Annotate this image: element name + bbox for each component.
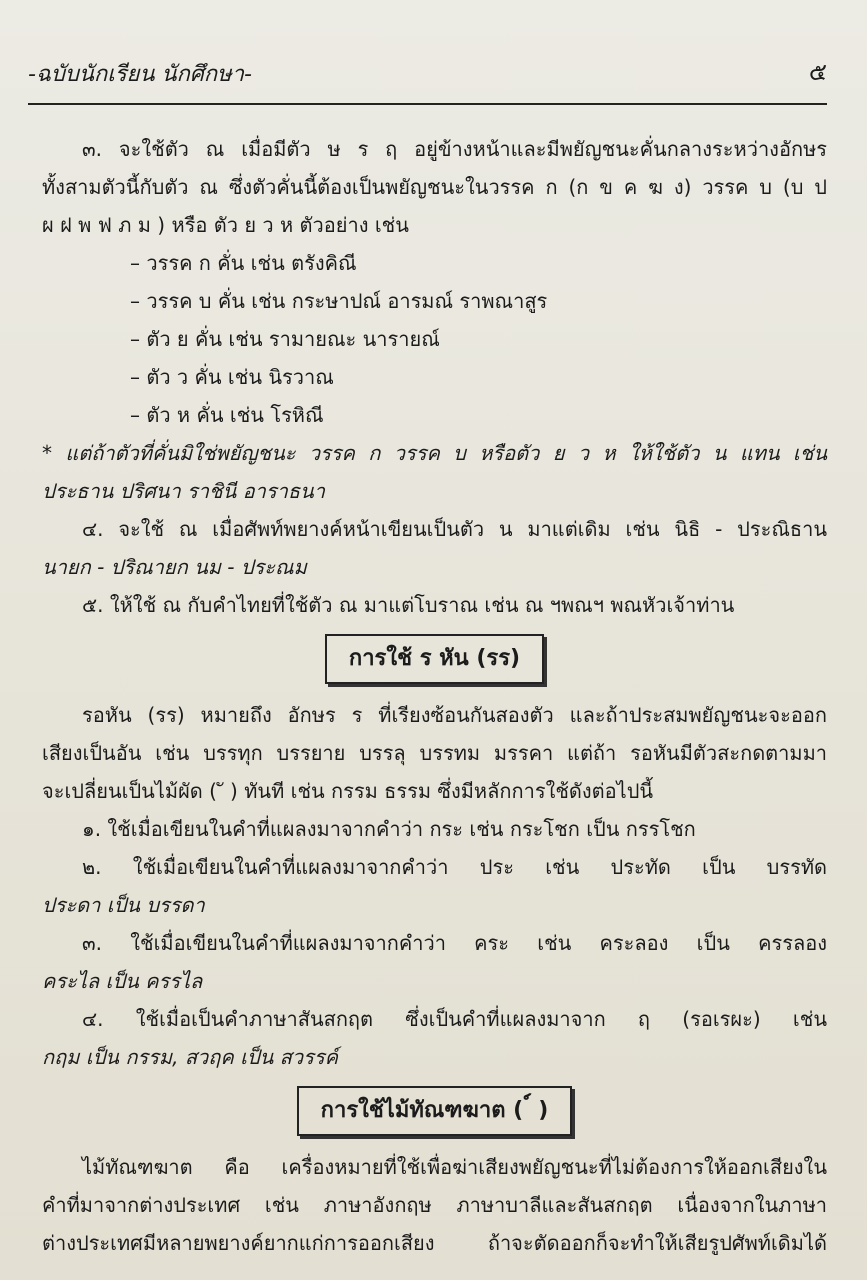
- thanthakhat-line-3: ต่างประเทศมีหลายพยางค์ยากแก่การออกเสียง ถ้าจะตัดออกก็จะทำให้เสียรูปศัพท์เดิมได้: [42, 1231, 827, 1255]
- rule-3-line-1: ๓. จะใช้ตัว ณ เมื่อมีตัว ษ ร ฤ อยู่ข้างหน้าและมีพยัญชนะคั่นกลางระหว่างอักษร: [82, 137, 827, 161]
- page-header: [28, 52, 827, 105]
- example-list-item: – ตัว ห คั่น เช่น โรหิณี: [130, 403, 324, 427]
- rule-3-line-2: ทั้งสามตัวนี้กับตัว ณ ซึ่งตัวคั่นนี้ต้องเป็นพยัญชนะในวรรค ก (ก ข ค ฆ ง) วรรค บ (บ ป: [42, 175, 827, 199]
- example-list-item: – ตัว ย คั่น เช่น รามายณะ นารายณ์: [130, 327, 440, 351]
- note-line-1: * แต่ถ้าตัวที่คั่นมิใช่พยัญชนะ วรรค ก วรรค บ หรือตัว ย ว ห ให้ใช้ตัว น แทน เช่น: [42, 441, 827, 465]
- example-list-item: – วรรค ก คั่น เช่น ตรังคิณี: [130, 251, 357, 275]
- note-line-2: ประธาน ปริศนา ราชินี อาราธนา: [42, 479, 325, 503]
- ror-han-intro-line-2: เสียงเป็นอัน เช่น บรรทุก บรรยาย บรรลุ บรรทม มรรคา แต่ถ้า รอหันมีตัวสะกดตามมา: [42, 741, 827, 765]
- ror-han-rule-4-line-1: ๔. ใช้เมื่อเป็นคำภาษาสันสกฤต ซึ่งเป็นคำที่แผลงมาจาก ฤ (รอเรผะ) เช่น: [82, 1007, 827, 1031]
- thanthakhat-line-1: ไม้ทัณฑฆาต คือ เครื่องหมายที่ใช้เพื่อฆ่าเสียงพยัญชนะที่ไม่ต้องการให้ออกเสียงใน: [82, 1155, 827, 1179]
- rule-4-line-2: นายก - ปริณายก นม - ประณม: [42, 555, 307, 579]
- ror-han-rule-3-line-1: ๓. ใช้เมื่อเขียนในคำที่แผลงมาจากคำว่า คระ เช่น คระลอง เป็น ครรลอง: [82, 931, 827, 955]
- section-heading-ror-han: การใช้ ร หัน (รร): [325, 634, 544, 684]
- ror-han-intro-line-1: รอหัน (รร) หมายถึง อักษร ร ที่เรียงซ้อนกันสองตัว และถ้าประสมพยัญชนะจะออก: [82, 703, 827, 727]
- ror-han-rule-2-line-1: ๒. ใช้เมื่อเขียนในคำที่แผลงมาจากคำว่า ประ เช่น ประทัด เป็น บรรทัด: [82, 855, 827, 879]
- rule-3-line-3: ผ ฝ พ ฟ ภ ม ) หรือ ตัว ย ว ห ตัวอย่าง เช่น: [42, 213, 409, 237]
- ror-han-rule-1: ๑. ใช้เมื่อเขียนในคำที่แผลงมาจากคำว่า กระ เช่น กระโชก เป็น กรรโชก: [82, 817, 696, 841]
- thanthakhat-line-2: คำที่มาจากต่างประเทศ เช่น ภาษาอังกฤษ ภาษาบาลีและสันสกฤต เนื่องจากในภาษา: [42, 1193, 827, 1217]
- ror-han-rule-4-line-2: กฤม เป็น กรรม, สวฤค เป็น สวรรค์: [42, 1045, 338, 1069]
- page-body: [42, 130, 827, 1262]
- example-list-item: – วรรค บ คั่น เช่น กระษาปณ์ อารมณ์ ราพณาสูร: [130, 289, 548, 313]
- example-list-item: – ตัว ว คั่น เช่น นิรวาณ: [130, 365, 334, 389]
- ror-han-rule-2-line-2: ประดา เป็น บรรดา: [42, 893, 205, 917]
- rule-4-line-1: ๔. จะใช้ ณ เมื่อศัพท์พยางค์หน้าเขียนเป็นตัว น มาแต่เดิม เช่น นิธิ - ประณิธาน: [82, 517, 827, 541]
- page-number: ๕: [808, 58, 827, 86]
- running-title: -ฉบับนักเรียน นักศึกษา-: [28, 62, 252, 87]
- section-heading-wrap: [42, 634, 827, 684]
- ror-han-intro-line-3: จะเปลี่ยนเป็นไม้ผัด ( ั ) ทันที เช่น กรรม ธรรม ซึ่งมีหลักการใช้ดังต่อไปนี้: [42, 779, 654, 803]
- section-heading-thanthakhat: การใช้ไม้ทัณฑฆาต ( ์ ): [297, 1086, 573, 1136]
- section-heading-wrap: [42, 1086, 827, 1136]
- rule-5: ๕. ให้ใช้ ณ กับคำไทยที่ใช้ตัว ณ มาแต่โบราณ เช่น ณ ฯพณฯ พณหัวเจ้าท่าน: [82, 593, 735, 617]
- ror-han-rule-3-line-2: คระไล เป็น ครรไล: [42, 969, 203, 993]
